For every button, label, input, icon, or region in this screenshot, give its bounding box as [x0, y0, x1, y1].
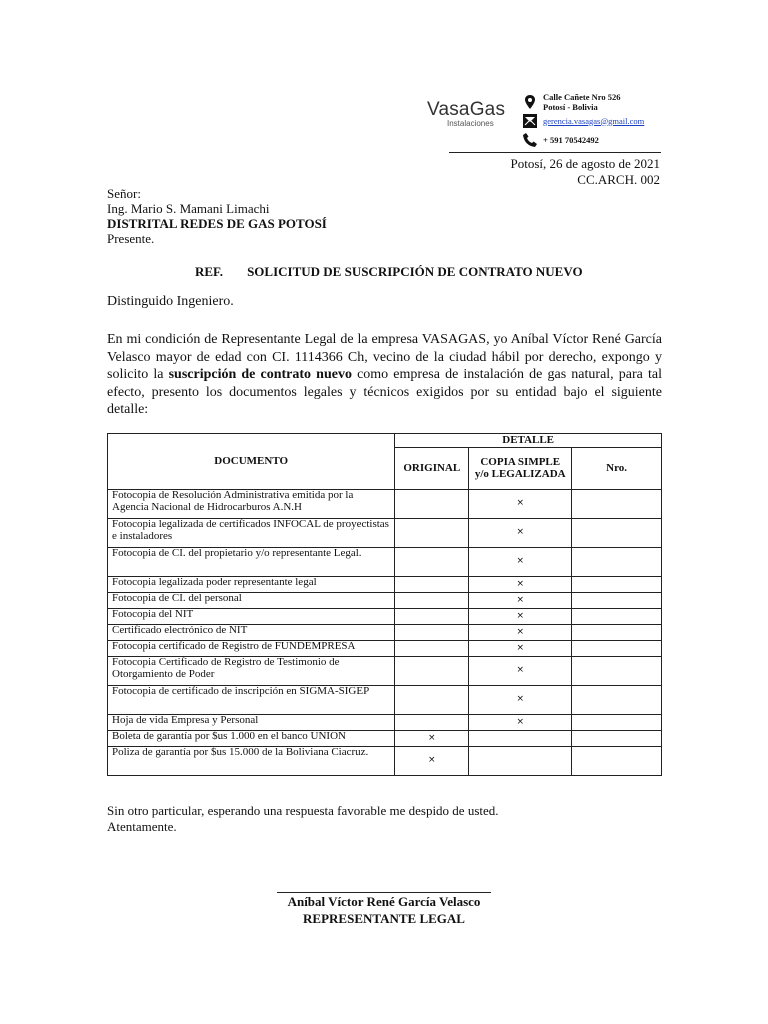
nro-cell: [572, 715, 662, 731]
header-documento: DOCUMENTO: [108, 434, 395, 490]
nro-cell: [572, 747, 662, 776]
table-row: [108, 747, 662, 776]
closing-block: [107, 803, 499, 835]
document-name-cell: Fotocopia legalizada de certificados INFOCAL de proyectistas e instaladores: [108, 519, 395, 548]
nro-cell: [572, 548, 662, 577]
nro-cell: [572, 577, 662, 593]
header-copia: COPIA SIMPLE y/o LEGALIZADA: [469, 448, 572, 490]
archive-code: CC.ARCH. 002: [577, 172, 660, 187]
phone-icon: [522, 132, 537, 147]
document-name-cell: Fotocopia de CI. del personal: [108, 593, 395, 609]
nro-cell: [572, 593, 662, 609]
table-row: [108, 731, 662, 747]
original-cell: [395, 657, 469, 686]
table-row: [108, 715, 662, 731]
body-text-part2: como empresa de instalación de gas natural, para tal efecto, presento los documentos legales y técnicos exigidos por su entidad bajo el siguiente detalle:: [107, 367, 663, 417]
nro-cell: [572, 490, 662, 519]
reference-line: [195, 264, 583, 280]
contact-address: [522, 92, 621, 112]
signatory-name: Aníbal Víctor René García Velasco: [287, 894, 481, 909]
recipient-presente: Presente.: [107, 231, 155, 246]
document-name-cell: Poliza de garantía por $us 15.000 de la Boliviana Ciacruz.: [108, 747, 395, 776]
original-cell: ×: [395, 747, 469, 776]
copia-cell: [469, 747, 572, 776]
header-original: ORIGINAL: [395, 448, 469, 490]
header-detalle: DETALLE: [395, 434, 662, 448]
signature-line: [277, 892, 491, 893]
original-cell: [395, 519, 469, 548]
location-icon: [522, 95, 537, 110]
letter-date: [511, 156, 661, 188]
table-row: [108, 686, 662, 715]
nro-cell: [572, 731, 662, 747]
document-name-cell: Hoja de vida Empresa y Personal: [108, 715, 395, 731]
contact-email: [522, 113, 644, 128]
signatory-title: REPRESENTANTE LEGAL: [303, 911, 465, 926]
table-row: [108, 657, 662, 686]
document-name-cell: Fotocopia Certificado de Registro de Testimonio de Otorgamiento de Poder: [108, 657, 395, 686]
document-name-cell: Fotocopia de Resolución Administrativa emitida por la Agencia Nacional de Hidrocarburos A.N.H: [108, 490, 395, 519]
date-line: Potosí, 26 de agosto de 2021: [510, 156, 660, 171]
company-logo: VasaGas: [427, 99, 506, 120]
copia-cell: ×: [469, 609, 572, 625]
copia-cell: ×: [469, 577, 572, 593]
copia-cell: ×: [469, 625, 572, 641]
header-nro: Nro.: [572, 448, 662, 490]
recipient-salutation: Señor:: [107, 186, 141, 201]
copia-cell: ×: [469, 686, 572, 715]
body-text-part1: En mi condición de Representante Legal de la empresa VASAGAS, yo Aníbal Víctor René García Velasco mayor de edad con CI. 1114366 Ch, vecino de la ciudad hábil por derecho, expongo y solicito la: [107, 332, 662, 382]
original-cell: [395, 625, 469, 641]
original-cell: [395, 593, 469, 609]
document-name-cell: Certificado electrónico de NIT: [108, 625, 395, 641]
address-line-1: Calle Cañete Nro 526: [543, 92, 621, 102]
table-row: [108, 577, 662, 593]
email-icon: [522, 113, 537, 128]
document-name-cell: Fotocopia de certificado de inscripción en SIGMA-SIGEP: [108, 686, 395, 715]
original-cell: [395, 715, 469, 731]
table-row: [108, 641, 662, 657]
closing-atentamente: Atentamente.: [107, 819, 177, 834]
table-row: [108, 625, 662, 641]
nro-cell: [572, 609, 662, 625]
document-name-cell: Boleta de garantía por $us 1.000 en el banco UNION: [108, 731, 395, 747]
ref-subject: SOLICITUD DE SUSCRIPCIÓN DE CONTRATO NUEVO: [247, 264, 583, 279]
copia-cell: ×: [469, 519, 572, 548]
original-cell: [395, 609, 469, 625]
copia-cell: [469, 731, 572, 747]
nro-cell: [572, 519, 662, 548]
greeting: Distinguido Ingeniero.: [107, 294, 234, 309]
body-paragraph: [107, 331, 662, 419]
header-divider: [449, 152, 661, 153]
original-cell: [395, 548, 469, 577]
email-link[interactable]: gerencia.vasagas@gmail.com: [543, 115, 645, 126]
original-cell: [395, 490, 469, 519]
address-line-2: Potosí - Bolivia: [543, 102, 598, 112]
document-name-cell: Fotocopia de CI. del propietario y/o representante Legal.: [108, 548, 395, 577]
copia-cell: ×: [469, 657, 572, 686]
copia-cell: ×: [469, 715, 572, 731]
copia-cell: ×: [469, 490, 572, 519]
nro-cell: [572, 625, 662, 641]
recipient-organization: DISTRITAL REDES DE GAS POTOSÍ: [107, 216, 327, 231]
original-cell: ×: [395, 731, 469, 747]
ref-label: REF.: [195, 264, 224, 279]
contact-phone: [522, 132, 599, 147]
copia-cell: ×: [469, 593, 572, 609]
original-cell: [395, 686, 469, 715]
nro-cell: [572, 657, 662, 686]
documents-table-body: [108, 490, 662, 776]
documents-table: [107, 433, 662, 776]
original-cell: [395, 577, 469, 593]
recipient-block: [107, 186, 327, 246]
table-row: [108, 548, 662, 577]
table-row: [108, 593, 662, 609]
nro-cell: [572, 686, 662, 715]
copia-cell: ×: [469, 641, 572, 657]
table-row: [108, 519, 662, 548]
original-cell: [395, 641, 469, 657]
phone-number: + 591 70542492: [543, 134, 599, 145]
table-row: [108, 490, 662, 519]
table-row: [108, 609, 662, 625]
recipient-name: Ing. Mario S. Mamani Limachi: [107, 201, 270, 216]
closing-text: Sin otro particular, esperando una respuesta favorable me despido de usted.: [107, 803, 499, 818]
copia-cell: ×: [469, 548, 572, 577]
body-text-bold: suscripción de contrato nuevo: [168, 367, 352, 382]
document-name-cell: Fotocopia certificado de Registro de FUNDEMPRESA: [108, 641, 395, 657]
document-name-cell: Fotocopia del NIT: [108, 609, 395, 625]
company-logo-subtitle: Instalaciones: [447, 119, 494, 128]
document-name-cell: Fotocopia legalizada poder representante legal: [108, 577, 395, 593]
nro-cell: [572, 641, 662, 657]
